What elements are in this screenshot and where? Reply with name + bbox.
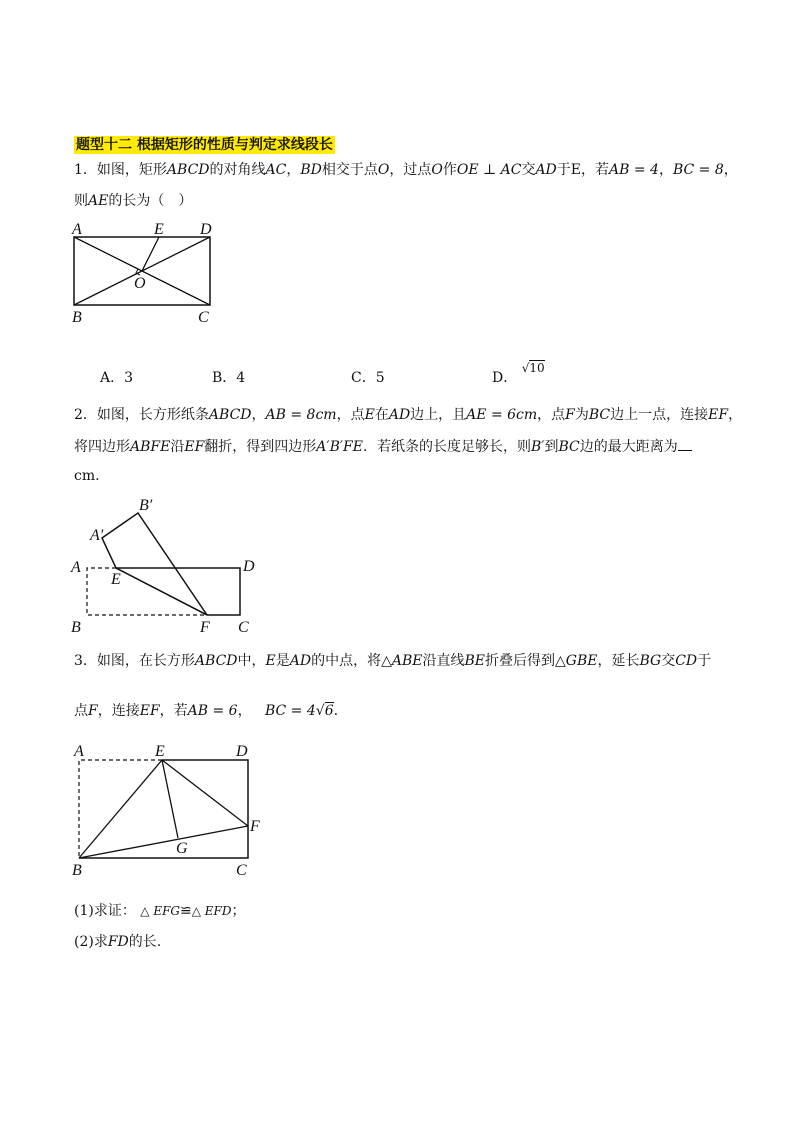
q3-part2-label: (2)求 bbox=[74, 934, 108, 950]
sqrt-symbol: √6 bbox=[315, 703, 334, 719]
q3-segment-eg bbox=[162, 760, 178, 838]
q3-text: 沿直线 bbox=[422, 653, 465, 669]
q3-label-c: C bbox=[236, 862, 247, 879]
q1-label-c: C bbox=[198, 309, 209, 326]
q2-math: BC bbox=[558, 439, 580, 455]
q2-math: B′ bbox=[530, 439, 545, 455]
q2-dashed-original bbox=[87, 568, 207, 615]
q3-math: AD bbox=[289, 653, 312, 669]
q2-text: 边上一点，连接 bbox=[610, 407, 709, 423]
q2-text: 沿 bbox=[170, 439, 185, 455]
q1-text: 作 bbox=[442, 162, 457, 178]
q2-math: F bbox=[565, 407, 575, 423]
q2-label-c: C bbox=[238, 619, 249, 636]
q3-math: F bbox=[88, 703, 98, 719]
q3-line1 bbox=[74, 651, 711, 671]
q3-rectangle bbox=[79, 760, 248, 858]
option-value: 3 bbox=[124, 370, 134, 386]
q1-text: 的长为（ ） bbox=[108, 193, 193, 209]
q3-math: BG bbox=[639, 653, 662, 669]
q3-math: CD bbox=[675, 653, 698, 669]
q2-text: ，点 bbox=[336, 407, 365, 423]
q3-math: FD bbox=[107, 934, 129, 950]
q2-label-bprime: B′ bbox=[139, 497, 153, 514]
q2-text: 边上，且 bbox=[410, 407, 467, 423]
q2-folded-quad bbox=[102, 513, 207, 615]
q1-math-ac: AC bbox=[265, 162, 287, 178]
q2-text: ， bbox=[251, 407, 266, 423]
q1-math-o: O bbox=[377, 162, 390, 178]
congruent-symbol: ≌ bbox=[180, 903, 192, 919]
option-key: B． bbox=[212, 370, 237, 386]
q3-label-f: F bbox=[250, 818, 260, 835]
option-key: C． bbox=[351, 370, 376, 386]
q3-segment-ef bbox=[162, 760, 248, 826]
q2-text: 在 bbox=[374, 407, 389, 423]
q3-math: △ABE bbox=[381, 653, 423, 669]
q1-line1 bbox=[74, 160, 738, 180]
q2-math: BC bbox=[588, 407, 611, 423]
q2-label-e: E bbox=[111, 571, 121, 588]
q1-text: ， bbox=[286, 162, 301, 178]
q2-text: 2．如图，长方形纸条 bbox=[74, 407, 209, 423]
answer-blank[interactable] bbox=[678, 438, 692, 451]
q2-text: 边的最大距离为 bbox=[579, 439, 678, 455]
q3-line2 bbox=[74, 701, 338, 721]
q1-text: ， bbox=[658, 162, 673, 178]
q2-math: ABCD bbox=[208, 407, 252, 423]
q1-text: ，过点 bbox=[389, 162, 432, 178]
q3-math: ABCD bbox=[194, 653, 238, 669]
q3-segment-be bbox=[79, 760, 162, 858]
q2-math: A′B′FE bbox=[316, 439, 363, 455]
q1-option-a[interactable] bbox=[100, 367, 133, 387]
q3-label-e: E bbox=[155, 743, 165, 760]
q2-math: AD bbox=[388, 407, 411, 423]
q2-segment-ef bbox=[116, 568, 207, 615]
option-value: 4 bbox=[236, 370, 246, 386]
q3-label-a: A bbox=[74, 743, 84, 760]
q1-math-ab: AB = 4 bbox=[609, 162, 659, 178]
q2-line2 bbox=[74, 437, 692, 457]
option-key: D． bbox=[492, 370, 518, 386]
q2-figure bbox=[66, 495, 276, 640]
q1-option-c[interactable] bbox=[351, 367, 385, 387]
q3-math: 6 bbox=[324, 703, 334, 719]
q1-math-ad: AD bbox=[535, 162, 557, 178]
q1-math-oe-perp: OE ⊥ AC bbox=[456, 162, 522, 178]
q1-label-b: B bbox=[72, 309, 82, 326]
q1-option-d[interactable] bbox=[492, 361, 545, 387]
q1-text: 于E，若 bbox=[556, 162, 610, 178]
q2-label-a: A bbox=[71, 559, 81, 576]
q2-math: EF bbox=[708, 407, 729, 423]
q2-text: ，点 bbox=[537, 407, 566, 423]
q3-text: 3．如图，在长方形 bbox=[74, 653, 195, 669]
q1-math-bc: BC = 8 bbox=[672, 162, 724, 178]
q1-math-bd: BD bbox=[300, 162, 322, 178]
q1-text: 交 bbox=[521, 162, 536, 178]
q2-math: EF bbox=[184, 439, 205, 455]
q3-math: BE bbox=[464, 653, 486, 669]
q1-segment-oe bbox=[142, 237, 159, 271]
q1-text: 相交于点 bbox=[321, 162, 378, 178]
q3-label-g: G bbox=[176, 840, 188, 857]
q3-part1-label: (1)求证： bbox=[74, 903, 136, 919]
q3-text: ， bbox=[237, 703, 252, 719]
q3-text: 折叠后得到 bbox=[485, 653, 556, 669]
q3-part2 bbox=[74, 932, 161, 952]
q3-text: 的中点，将 bbox=[311, 653, 382, 669]
q2-math: AE = 6cm bbox=[466, 407, 538, 423]
q2-line3 bbox=[74, 466, 100, 486]
q3-math: △GBE bbox=[555, 653, 598, 669]
q2-label-b: B bbox=[71, 619, 81, 636]
q1-text: 则 bbox=[74, 193, 88, 209]
q3-text: . bbox=[333, 703, 339, 719]
q2-label-d: D bbox=[243, 558, 255, 575]
q3-text: 于 bbox=[697, 653, 712, 669]
q2-label-f: F bbox=[200, 619, 210, 636]
q2-text: . bbox=[95, 468, 100, 484]
q1-text: 的对角线 bbox=[209, 162, 266, 178]
q3-segment-bf bbox=[79, 826, 248, 858]
q3-math: △ EFG bbox=[140, 904, 181, 918]
section-title: 题型十二 根据矩形的性质与判定求线段长 bbox=[76, 137, 333, 153]
q2-text: ， bbox=[728, 407, 743, 423]
q3-text: ； bbox=[231, 903, 246, 919]
q2-text: ．若纸条的长度足够长，则 bbox=[362, 439, 531, 455]
q3-math: EF bbox=[139, 703, 160, 719]
q2-text: 翻折，得到四边形 bbox=[204, 439, 317, 455]
q1-math-ae: AE bbox=[88, 193, 109, 209]
q2-math: ABFE bbox=[130, 439, 171, 455]
option-value: 5 bbox=[375, 370, 385, 386]
q3-text: 交 bbox=[661, 653, 676, 669]
q3-text: 中， bbox=[237, 653, 266, 669]
q3-text: 是 bbox=[275, 653, 290, 669]
q3-math: AB = 6 bbox=[187, 703, 238, 719]
sqrt-symbol: √10 bbox=[521, 361, 545, 375]
option-key: A． bbox=[100, 370, 125, 386]
q3-part1 bbox=[74, 901, 246, 921]
q3-text: 的长. bbox=[128, 934, 162, 950]
q2-label-aprime: A′ bbox=[90, 527, 104, 544]
q1-label-d: D bbox=[200, 221, 212, 238]
q3-text: ，延长 bbox=[597, 653, 640, 669]
q1-label-a: A bbox=[72, 221, 82, 238]
q3-math: E bbox=[265, 653, 276, 669]
q3-math: BC = 4 bbox=[264, 703, 316, 719]
q3-figure bbox=[66, 740, 276, 880]
q3-text: 点 bbox=[74, 703, 88, 719]
q1-math-o: O bbox=[431, 162, 443, 178]
q1-option-b[interactable] bbox=[212, 367, 245, 387]
q1-line2 bbox=[74, 191, 192, 211]
option-value: 10 bbox=[529, 361, 545, 375]
q3-text: ，连接 bbox=[97, 703, 140, 719]
q3-text: ，若 bbox=[159, 703, 188, 719]
q1-label-o: O bbox=[134, 275, 146, 292]
q3-label-d: D bbox=[236, 743, 248, 760]
q1-label-e: E bbox=[154, 221, 164, 238]
q2-text: 为 bbox=[574, 407, 589, 423]
q3-label-b: B bbox=[72, 862, 82, 879]
q1-text: ， bbox=[723, 162, 738, 178]
q2-rectangle bbox=[116, 568, 240, 615]
q3-math: △ EFD bbox=[191, 904, 232, 918]
q2-unit: cm bbox=[74, 468, 96, 484]
q1-figure bbox=[66, 218, 226, 328]
q2-math: AB = 8cm bbox=[265, 407, 337, 423]
q1-text: 1．如图，矩形 bbox=[74, 162, 167, 178]
q2-text: 将四边形 bbox=[74, 439, 130, 455]
q2-text: 到 bbox=[544, 439, 559, 455]
q2-math: E bbox=[364, 407, 375, 423]
q1-math-abcd: ABCD bbox=[166, 162, 210, 178]
q2-line1 bbox=[74, 405, 742, 425]
